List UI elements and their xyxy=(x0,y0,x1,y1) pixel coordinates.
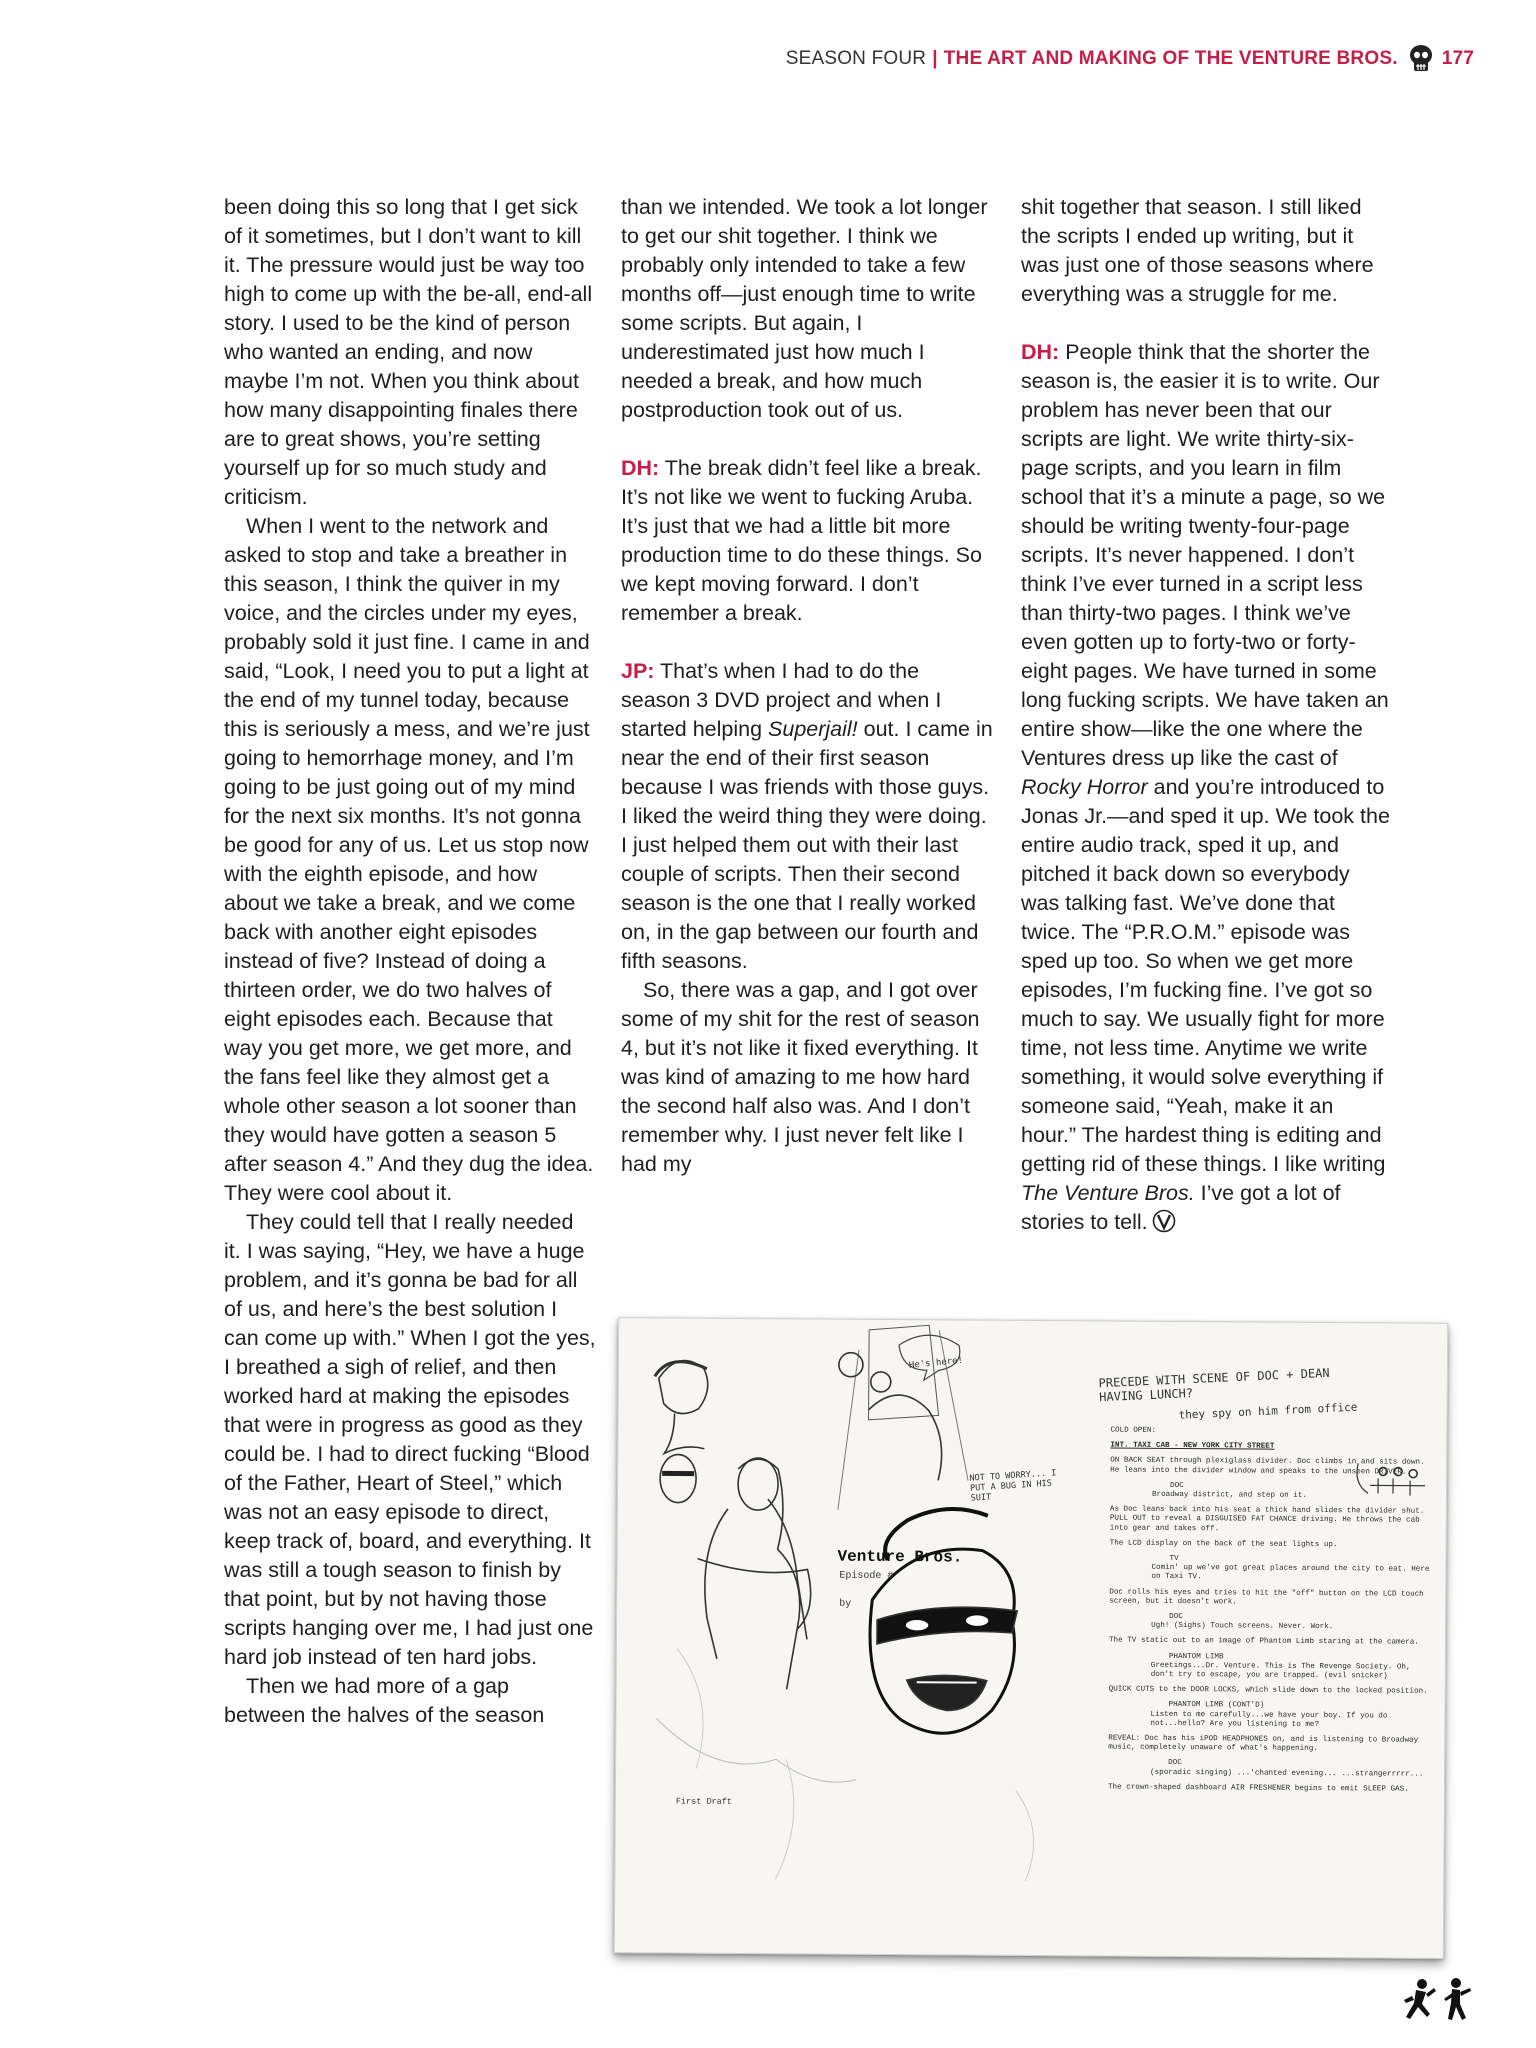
script-line-char: DOC xyxy=(1168,1759,1182,1768)
skull-icon xyxy=(1408,44,1434,74)
script-line-char: PHANTOM LIMB xyxy=(1168,1652,1224,1662)
paragraph: shit together that season. I still liked the scripts I ended up writing, but it was just one of those seasons where everything was a struggle for me. xyxy=(1021,195,1374,306)
script-line-char: DOC xyxy=(1170,1481,1184,1490)
paragraph-text: The break didn’t feel like a break. It’s not like we went to fucking Aruba. It’s just that we had a little bit more production time to do these things. So we kept moving forward. I don’t remember a break. xyxy=(621,456,982,625)
script-text xyxy=(1108,1427,1436,1795)
script-line-action: The LCD display on the back of the seat lights up. xyxy=(1109,1539,1338,1549)
handwritten-note: PRECEDE WITH SCENE OF DOC + DEAN HAVING LUNCH? xyxy=(1098,1365,1330,1405)
text-column-1 xyxy=(224,193,596,1730)
running-header xyxy=(786,44,1474,74)
speech-bubble: He's here! xyxy=(908,1355,964,1371)
text-column-3 xyxy=(1021,193,1393,1237)
title-card-episode xyxy=(839,1570,893,1612)
paragraph-dh xyxy=(1021,338,1393,1237)
paragraph-jp xyxy=(621,657,993,976)
paragraph-text: I’ve got a lot of stories to tell. xyxy=(1021,1181,1341,1234)
paragraph: They could tell that I really needed it. I was saying, “Hey, we have a huge problem, and it’s gonna be bad for all of us, and here’s the best solution I can come up with.” When I got the yes, I breathed a sigh of relief, and then worked hard at making the episodes that were in progress as good as they could be. I had to direct fucking “Blood of the Father, Heart of Steel,” which was not an easy episode to direct, keep track of, board, and everything. It was still a tough season to finish by that point, but by not having those scripts hanging over me, I had just one hard job instead of ten hard jobs. xyxy=(224,1210,596,1669)
script-line-dial: Greetings...Dr. Venture. This is The Revenge Society. Oh, don't try to escape, you are trapped. (evil snicker) xyxy=(1150,1661,1416,1681)
speaker-label: DH: xyxy=(1021,340,1060,364)
paragraph: When I went to the network and asked to stop and take a breather in this season, I think the quiver in my voice, and the circles under my eyes, probably sold it just fine. I came in and said, “Look, I need you to put a light at the end of my tunnel today, because this is seriously a mess, and we’re just going to hemorrhage money, and I’m going to be just going out of my mind for the next six months. It’s not gonna be good for any of us. Let us stop now with the eighth episode, and how about we take a break, and we come back with another eight episodes instead of five? Instead of doing a thirteen order, we do two halves of eight episodes each. Because that way you get more, we get more, and the fans feel like they almost get a whole other season a lot sooner than they would have gotten a season 5 after season 4.” And they dug the idea. They were cool about it. xyxy=(224,514,594,1205)
script-line-action: Doc rolls his eyes and tries to hit the "off" button on the LCD touch screen, but it doesn't work. xyxy=(1109,1588,1429,1607)
show-title: The Venture Bros. xyxy=(1021,1181,1195,1205)
paragraph-dh xyxy=(621,454,993,628)
first-draft-label: First Draft xyxy=(675,1796,732,1807)
title-card-sub: by xyxy=(839,1598,852,1610)
script-line-action: The crown-shaped dashboard AIR FRESHENER begins to emit SLEEP GAS. xyxy=(1107,1783,1409,1794)
script-line-dial: Comin' up we've got great places around the city to eat. Here on Taxi TV. xyxy=(1151,1564,1435,1582)
script-line-slug: INT. TAXI CAB - NEW YORK CITY STREET xyxy=(1110,1441,1275,1451)
paragraph: Then we had more of a gap between the halves of the season xyxy=(224,1674,545,1727)
book-title: THE ART AND MAKING OF THE VENTURE BROS. xyxy=(943,48,1398,69)
script-line-action: QUICK CUTS to the DOOR LOCKS, which slide down to the locked position. xyxy=(1108,1685,1428,1697)
section-label: SEASON FOUR xyxy=(785,48,927,69)
venture-v-logo-icon xyxy=(1152,1209,1176,1233)
script-line-dial: Broadway district, and step on it. xyxy=(1151,1490,1307,1500)
running-figures-icon xyxy=(1394,1974,1484,2024)
page-number: 177 xyxy=(1441,48,1474,69)
paragraph: So, there was a gap, and I got over some of my shit for the rest of season 4, but it’s not like it fixed everything. It was kind of amazing to me how hard the second half also was. And I don’t remember why. I just never felt like I had my xyxy=(621,978,980,1176)
text-column-2 xyxy=(621,193,993,1179)
script-page-image xyxy=(614,1317,1448,1959)
script-line-char: PHANTOM LIMB (CONT'D) xyxy=(1168,1701,1265,1711)
paragraph-text: That’s when I had to do the season 3 DVD project and when I started helping xyxy=(621,659,942,741)
script-line-dial: Ugh! (Sighs) Touch screens. Never. Work. xyxy=(1151,1622,1334,1632)
margin-note: NOT TO WORRY... I PUT A BUG IN HIS SUIT xyxy=(969,1468,1057,1504)
speaker-label: DH: xyxy=(621,456,660,480)
script-line-action: The TV static out to an image of Phantom Limb staring at the camera. xyxy=(1108,1636,1419,1648)
paragraph-text: People think that the shorter the season is, the easier it is to write. Our problem has never been that our scripts are light. We write thirty-six-page scripts, and you learn in film school that it’s a minute a page, so we should be writing twenty-four-page scripts. It’s never happened. I don’t think I’ve ever turned in a script less than thirty-two pages. I think we’ve even gotten up to forty-two or forty-eight pages. We have turned in some long fucking scripts. We have taken an entire show—like the one where the Ventures dress up like the cast of xyxy=(1021,340,1389,770)
show-title: Rocky Horror xyxy=(1021,775,1148,799)
script-line-dial: Listen to me carefully...we have your boy. If you do not...hello? Are you listening to me? xyxy=(1150,1710,1393,1729)
script-line-action: As Doc leans back into his seat a thick hand slides the divider shut. PULL OUT to reveal a DISGUISED FAT CHANCE driving. He throws the cab into gear and takes off. xyxy=(1109,1505,1429,1533)
paragraph-text: out. I came in near the end of their first season because I was friends with those guys. I liked the weird thing they were doing. I just helped them out with their last couple of scripts. Then their second season is the one that I really worked on, in the gap between our fourth and fifth seasons. xyxy=(621,717,993,973)
script-line-char: DOC xyxy=(1169,1613,1183,1622)
title-card-sub: Episode # xyxy=(839,1570,894,1583)
paragraph: been doing this so long that I get sick of it sometimes, but I don’t want to kill it. The pressure would just be way too high to come up with the be-all, end-all story. I used to be the kind of person who wanted an ending, and now maybe I’m not. When you think about how many disappointing finales there are to great shows, you’re setting yourself up for so much study and criticism. xyxy=(224,195,593,509)
title-card: Venture Bros. xyxy=(837,1547,963,1567)
script-line-dial: (sporadic singing) ...'chanted evening... ...strangerrrrr... xyxy=(1150,1768,1424,1779)
handwritten-note: they spy on him from office xyxy=(1178,1400,1358,1422)
script-line-char: TV xyxy=(1169,1554,1179,1564)
script-line-action: ON BACK SEAT through plexiglass divider. Doc climbs in and sits down. He leans into the divider window and speaks to the unseen DRIVER. xyxy=(1110,1456,1430,1477)
speaker-label: JP: xyxy=(621,659,655,683)
paragraph: than we intended. We took a lot longer to get our shit together. I think we probably only intended to take a few months off—just enough time to write some scripts. But again, I underestimated just how much I needed a break, and how much postproduction took out of us. xyxy=(621,195,988,422)
script-line-action: REVEAL: Doc has his iPOD HEADPHONES on, and is listening to Broadway music, completely unaware of what's happening. xyxy=(1108,1734,1423,1754)
header-separator: | xyxy=(932,48,938,69)
show-title: Superjail! xyxy=(768,717,858,741)
paragraph-text: and you’re introduced to Jonas Jr.—and sped it up. We took the entire audio track, sped it up, and pitched it back down so everybody was talking fast. We’ve done that twice. The “P.R.O.M.” episode was sped up too. So when we get more episodes, I’m fucking fine. I’ve got so much to say. We usually fight for more time, not less time. Anytime we write something, it would solve everything if someone said, “Yeah, make it an hour.” The hardest thing is editing and getting rid of these things. I like writing xyxy=(1021,775,1390,1176)
script-line-action: COLD OPEN: xyxy=(1110,1426,1157,1435)
